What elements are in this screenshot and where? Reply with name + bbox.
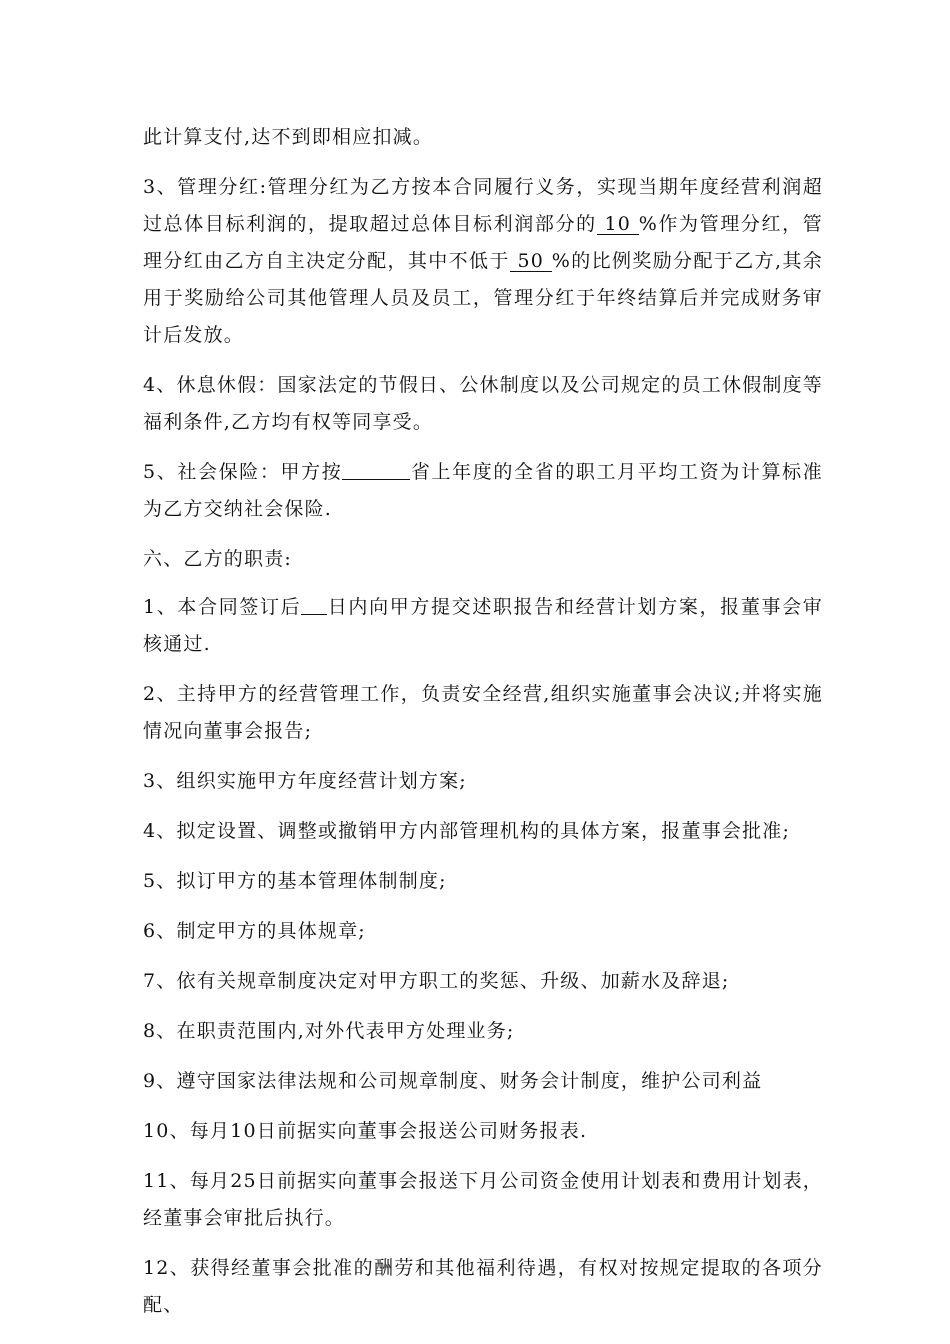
duty-item: 9、遵守国家法律法规和公司规章制度、财务会计制度，维护公司利益 bbox=[143, 1070, 763, 1092]
insurance-text-2: 省上年度的全省的职工月平均工资为计算标准为乙方交纳社会保险. bbox=[143, 461, 823, 520]
duty1-text-2: 日内向甲方提交述职报告和经营计划方案，报董事会审核通过. bbox=[143, 596, 823, 655]
duty1-text-1: 1、本合同签订后 bbox=[143, 596, 302, 618]
section-heading: 六、乙方的职责: bbox=[143, 548, 293, 570]
management-bonus-paragraph bbox=[143, 169, 823, 354]
duty-item bbox=[143, 589, 823, 663]
duty-item: 8、在职责范围内,对外代表甲方处理业务; bbox=[143, 1020, 515, 1042]
duty-item: 3、组织实施甲方年度经营计划方案; bbox=[143, 770, 467, 792]
social-insurance-paragraph bbox=[143, 454, 823, 528]
continuation-paragraph: 此计算支付,达不到即相应扣减。 bbox=[143, 126, 434, 148]
bonus-text-3: %的比例奖励分配于乙方,其余用于奖励给公司其他管理人员及员工，管理分红于年终结算后并完成财务审计后发放。 bbox=[143, 250, 823, 346]
bonus-text-2: %作为管理分红，管理分红由乙方自主决定分配，其中不低于 bbox=[143, 213, 824, 272]
bonus-share-percent-field: 50 bbox=[510, 251, 552, 272]
duty-item: 11、每月25日前据实向董事会报送下月公司资金使用计划表和费用计划表，经董事会审批后执行。 bbox=[143, 1170, 823, 1229]
insurance-text-1: 5、社会保险：甲方按 bbox=[143, 461, 343, 483]
duty-item: 6、制定甲方的具体规章; bbox=[143, 920, 366, 942]
days-blank-field bbox=[301, 594, 327, 615]
province-blank-field bbox=[342, 459, 410, 480]
duty-item: 10、每月10日前据实向董事会报送公司财务报表. bbox=[143, 1120, 588, 1142]
duty-item: 7、依有关规章制度决定对甲方职工的奖惩、升级、加薪水及辞退; bbox=[143, 970, 730, 992]
leave-paragraph: 4、休息休假：国家法定的节假日、公休制度以及公司规定的员工休假制度等福利条件,乙方均有权等同享受。 bbox=[143, 374, 823, 433]
document-page bbox=[143, 119, 823, 1337]
duty-item: 2、主持甲方的经营管理工作，负责安全经营,组织实施董事会决议;并将实施情况向董事会报告; bbox=[143, 683, 823, 742]
duty-item: 12、获得经董事会批准的酬劳和其他福利待遇，有权对按规定提取的各项分配、 bbox=[143, 1257, 823, 1316]
duty-item: 5、拟订甲方的基本管理体制制度; bbox=[143, 870, 447, 892]
duty-item: 4、拟定设置、调整或撤销甲方内部管理机构的具体方案，报董事会批准; bbox=[143, 820, 791, 842]
bonus-text-1: 3、管理分红:管理分红为乙方按本合同履行义务，实现当期年度经营利润超过总体目标利润的，提取超过总体目标利润部分的 bbox=[143, 176, 823, 235]
bonus-percent-field: 10 bbox=[597, 214, 639, 235]
